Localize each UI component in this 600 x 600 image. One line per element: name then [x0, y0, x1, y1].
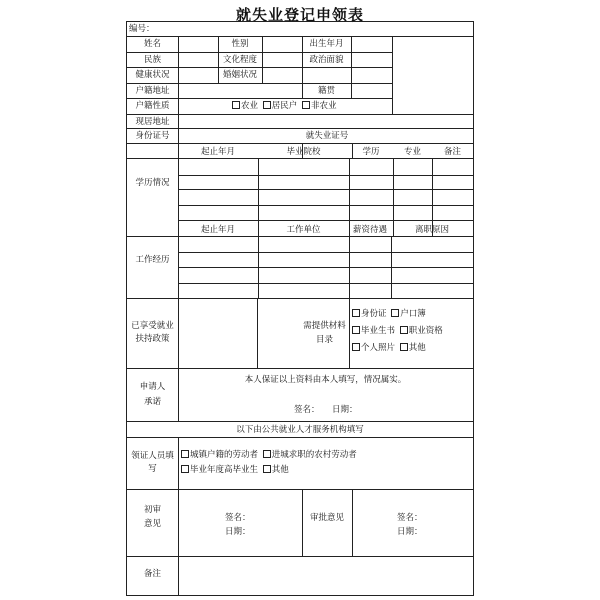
checkbox-icon: [302, 101, 310, 109]
edu-header-school: 毕业院校: [286, 147, 321, 157]
checkbox-icon: [400, 343, 408, 351]
grid-line: [262, 36, 263, 83]
birth-label: 出生年月: [309, 39, 344, 49]
grid-line: [391, 236, 392, 298]
option-label: 职业资格: [408, 326, 443, 336]
material-option[interactable]: [352, 309, 387, 319]
material-option[interactable]: [352, 326, 395, 336]
first-review-label-line2: 意见: [143, 519, 161, 529]
option-label: 个人照片: [361, 343, 396, 353]
material-option[interactable]: [400, 343, 426, 353]
grid-line: [127, 421, 473, 422]
grid-line: [178, 175, 473, 176]
education-history-label: 学历情况: [135, 178, 170, 188]
pledge-date-label: 日期：: [332, 405, 358, 415]
grid-line: [178, 437, 179, 596]
checkbox-icon: [181, 450, 189, 458]
checkbox-icon: [352, 326, 360, 334]
identity-option[interactable]: [263, 450, 357, 460]
grid-line: [351, 36, 352, 98]
id-number-label: 身份证号: [135, 131, 170, 141]
checkbox-icon: [352, 343, 360, 351]
identity-option[interactable]: [181, 465, 258, 475]
education-level-label: 文化程度: [222, 55, 257, 65]
ethnicity-label: 民族: [143, 55, 161, 65]
checkbox-icon: [352, 309, 360, 317]
grid-line: [349, 236, 350, 298]
work-header-salary: 薪资待遇: [352, 225, 387, 235]
grid-line: [127, 83, 392, 84]
materials-label-line2: 目录: [315, 335, 333, 345]
materials-row: [352, 343, 428, 353]
option-label: 城镇户籍的劳动者: [190, 450, 259, 460]
marital-label: 婚姻状况: [222, 70, 257, 80]
first-review-label-line1: 初审: [143, 505, 161, 515]
identity-option[interactable]: [263, 465, 289, 475]
edu-header-degree: 学历: [362, 147, 380, 157]
option-label: 其他: [271, 465, 289, 475]
serial-label: 编号：: [129, 24, 155, 34]
checkbox-icon: [391, 309, 399, 317]
gender-label: 性别: [231, 39, 249, 49]
first-review-date-label: 日期：: [225, 527, 251, 537]
hukou-options: [232, 101, 338, 111]
hukou-option[interactable]: [302, 101, 337, 111]
registration-form: [126, 21, 474, 596]
option-label: 户口簿: [400, 309, 426, 319]
hukou-option[interactable]: [232, 101, 258, 111]
work-history-label: 工作经历: [135, 255, 170, 265]
edu-header-remarks: 备注: [443, 147, 461, 157]
applicant-label-line1: 申请人: [139, 382, 166, 392]
checkbox-icon: [263, 101, 271, 109]
pledge-text: 本人保证以上资料由本人填写，情况属实。: [244, 375, 407, 385]
option-label: 农业: [241, 101, 259, 111]
identity-option[interactable]: [181, 450, 258, 460]
materials-row: [352, 326, 445, 336]
grid-line: [178, 220, 473, 221]
first-review-sign-label: 签名：: [225, 513, 251, 523]
grid-line: [178, 283, 473, 284]
agency-note: 以下由公共就业人才服务机构填写: [236, 425, 364, 435]
grid-line: [178, 252, 473, 253]
hukou-option[interactable]: [263, 101, 298, 111]
grid-line: [392, 36, 393, 114]
identity-row: [181, 450, 359, 460]
political-status-label: 政治面貌: [309, 55, 344, 65]
grid-line: [349, 298, 350, 368]
option-label: 毕业生书: [361, 326, 396, 336]
grid-line: [178, 205, 473, 206]
option-label: 非农业: [310, 101, 337, 111]
approval-date-label: 日期：: [397, 527, 423, 537]
option-label: 毕业年度高毕业生: [190, 465, 259, 475]
unemployment-cert-label: 就失业证号: [305, 131, 349, 141]
hukou-type-label: 户籍性质: [135, 101, 170, 111]
remarks-label: 备注: [143, 569, 161, 579]
material-option[interactable]: [400, 326, 443, 336]
checkbox-icon: [181, 465, 189, 473]
grid-line: [127, 67, 392, 68]
option-label: 身份证: [361, 309, 387, 319]
grid-line: [258, 236, 259, 298]
option-label: 进城求职的农村劳动者: [271, 450, 357, 460]
identity-label-line1: 领证人员填: [131, 451, 174, 461]
materials-row: [352, 309, 428, 319]
checkbox-icon: [400, 326, 408, 334]
grid-line: [178, 36, 179, 114]
approval-label: 审批意见: [309, 513, 344, 523]
applicant-label-line2: 承诺: [143, 397, 161, 407]
edu-header-period: 起止年月: [200, 147, 235, 157]
materials-label-line1: 需提供材料: [303, 321, 346, 331]
grid-line: [178, 267, 473, 268]
checkbox-icon: [263, 450, 271, 458]
grid-line: [178, 143, 179, 368]
grid-line: [352, 489, 353, 556]
material-option[interactable]: [391, 309, 426, 319]
edu-header-major: 专业: [403, 147, 421, 157]
material-option[interactable]: [352, 343, 395, 353]
hukou-address-label: 户籍地址: [135, 86, 170, 96]
option-label: 其他: [408, 343, 426, 353]
current-address-label: 现居地址: [135, 117, 170, 127]
grid-line: [257, 298, 258, 368]
checkbox-icon: [232, 101, 240, 109]
work-header-period: 起止年月: [200, 225, 235, 235]
support-policy-label-line1: 已享受就业: [131, 321, 174, 331]
grid-line: [127, 52, 392, 53]
identity-row: [181, 465, 291, 475]
grid-line: [178, 189, 473, 190]
identity-label-line2: 写: [148, 464, 157, 474]
work-header-employer: 工作单位: [286, 225, 321, 235]
form-title: 就失业登记申领表: [235, 6, 364, 24]
support-policy-label-line2: 扶持政策: [135, 334, 170, 344]
health-label: 健康状况: [135, 70, 170, 80]
pledge-sign-label: 签名：: [294, 405, 320, 415]
approval-sign-label: 签名：: [397, 513, 423, 523]
checkbox-icon: [263, 465, 271, 473]
native-place-label: 籍贯: [317, 86, 335, 96]
name-label: 姓名: [143, 39, 161, 49]
work-header-leave-reason: 离职原因: [414, 225, 449, 235]
option-label: 居民户: [271, 101, 298, 111]
grid-line: [127, 98, 392, 99]
